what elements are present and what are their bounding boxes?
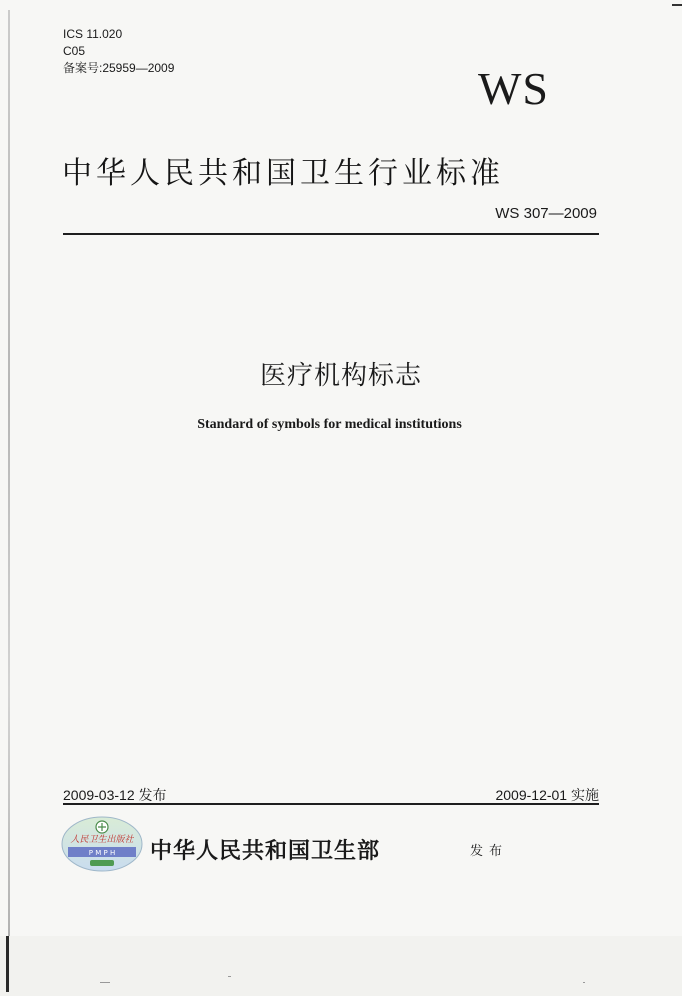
top-divider bbox=[63, 233, 599, 235]
publisher-name: 中华人民共和国卫生部 bbox=[150, 838, 381, 864]
issue-date: 2009-03-12 发布 bbox=[63, 787, 167, 803]
implementation-date: 2009-12-01 实施 bbox=[495, 787, 599, 803]
scan-speck bbox=[228, 976, 231, 977]
publisher-logo-icon bbox=[60, 815, 144, 873]
ws-mark: WS bbox=[478, 63, 549, 114]
document-title-chinese: 医疗机构标志 bbox=[259, 361, 422, 391]
bottom-divider bbox=[63, 803, 599, 805]
scan-edge-mark bbox=[672, 4, 682, 6]
scan-bottom-strip bbox=[0, 936, 682, 996]
scan-speck bbox=[583, 982, 585, 983]
scan-speck bbox=[100, 982, 110, 983]
standard-category-title: 中华人民共和国卫生行业标准 bbox=[62, 156, 504, 191]
scan-edge-bottom-left bbox=[6, 936, 9, 992]
logo-band-text: P M P H bbox=[88, 849, 116, 857]
record-number: 备案号:25959—2009 bbox=[63, 61, 175, 75]
scan-edge-left bbox=[8, 10, 10, 986]
ccs-code: C05 bbox=[63, 44, 86, 58]
publish-action: 发布 bbox=[470, 843, 509, 858]
ics-code: ICS 11.020 bbox=[63, 27, 123, 41]
document-title-english: Standard of symbols for medical institutions bbox=[197, 417, 462, 432]
classification-block bbox=[63, 26, 174, 77]
standard-code: WS 307—2009 bbox=[495, 205, 597, 222]
logo-top-text: 人民卫生出版社 bbox=[70, 835, 134, 845]
